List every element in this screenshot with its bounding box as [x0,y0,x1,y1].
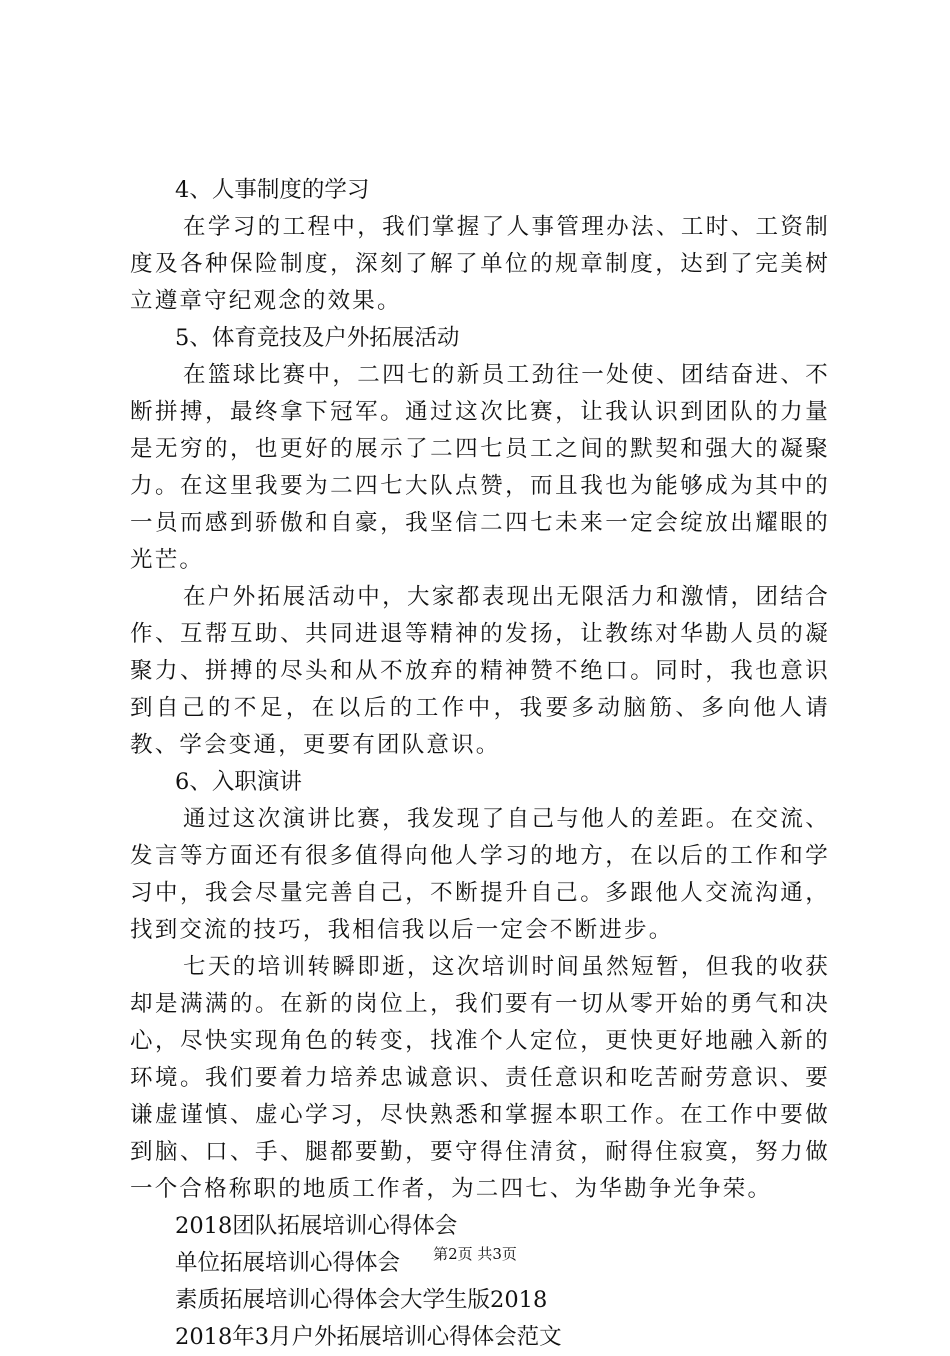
related-link-1[interactable]: 2018团队拓展培训心得体会 [175,1213,458,1239]
paragraph-hr-rules: 在学习的工程中，我们掌握了人事管理办法、工时、工资制度及各种保险制度，深刻了解了单位的规章制度，达到了完美树立遵章守纪观念的效果。 [130,214,830,314]
related-link-2[interactable]: 单位拓展培训心得体会 [175,1250,401,1276]
related-link-3[interactable]: 素质拓展培训心得体会大学生版2018 [175,1287,548,1313]
paragraph-conclusion: 七天的培训转瞬即逝，这次培训时间虽然短暂，但我的收获却是满满的。在新的岗位上，我们要有一切从零开始的勇气和决心，尽快实现角色的转变，找准个人定位，更快更好地融入新的环境。我们要着力培养忠诚意识、责任意识和吃苦耐劳意识、要谦虚谨慎、虚心学习，尽快熟悉和掌握本职工作。在工作中要做到脑、口、手、腿都要勤，要守得住清贫，耐得住寂寞，努力做一个合格称职的地质工作者，为二四七、为华勘争光争荣。 [130,954,830,1202]
paragraph-basketball: 在篮球比赛中，二四七的新员工劲往一处使、团结奋进、不断拼搏，最终拿下冠军。通过这次比赛，让我认识到团队的力量是无穷的，也更好的展示了二四七员工之间的默契和强大的凝聚力。在这里我要为二四七大队点赞，而且我也为能够成为其中的一员而感到骄傲和自豪，我坚信二四七未来一定会绽放出耀眼的光芒。 [130,362,830,573]
paragraph-speech: 通过这次演讲比赛，我发现了自己与他人的差距。在交流、发言等方面还有很多值得向他人学习的地方，在以后的工作和学习中，我会尽量完善自己，不断提升自己。多跟他人交流沟通，找到交流的技巧，我相信我以后一定会不断进步。 [130,806,830,943]
related-links-list [130,1208,830,1356]
page-number-footer: 第2页 共3页 [433,1245,517,1263]
section-heading-6: 6、入职演讲 [175,769,302,795]
related-link-4[interactable]: 2018年3月户外拓展培训心得体会范文 [175,1324,562,1350]
document-body [130,172,830,1356]
section-heading-4: 4、人事制度的学习 [175,177,370,203]
section-heading-5: 5、体育竞技及户外拓展活动 [175,325,460,351]
paragraph-outdoor: 在户外拓展活动中，大家都表现出无限活力和激情，团结合作、互帮互助、共同进退等精神的发扬，让教练对华勘人员的凝聚力、拼搏的尽头和从不放弃的精神赞不绝口。同时，我也意识到自己的不足，在以后的工作中，我要多动脑筋、多向他人请教、学会变通，更要有团队意识。 [130,584,830,758]
